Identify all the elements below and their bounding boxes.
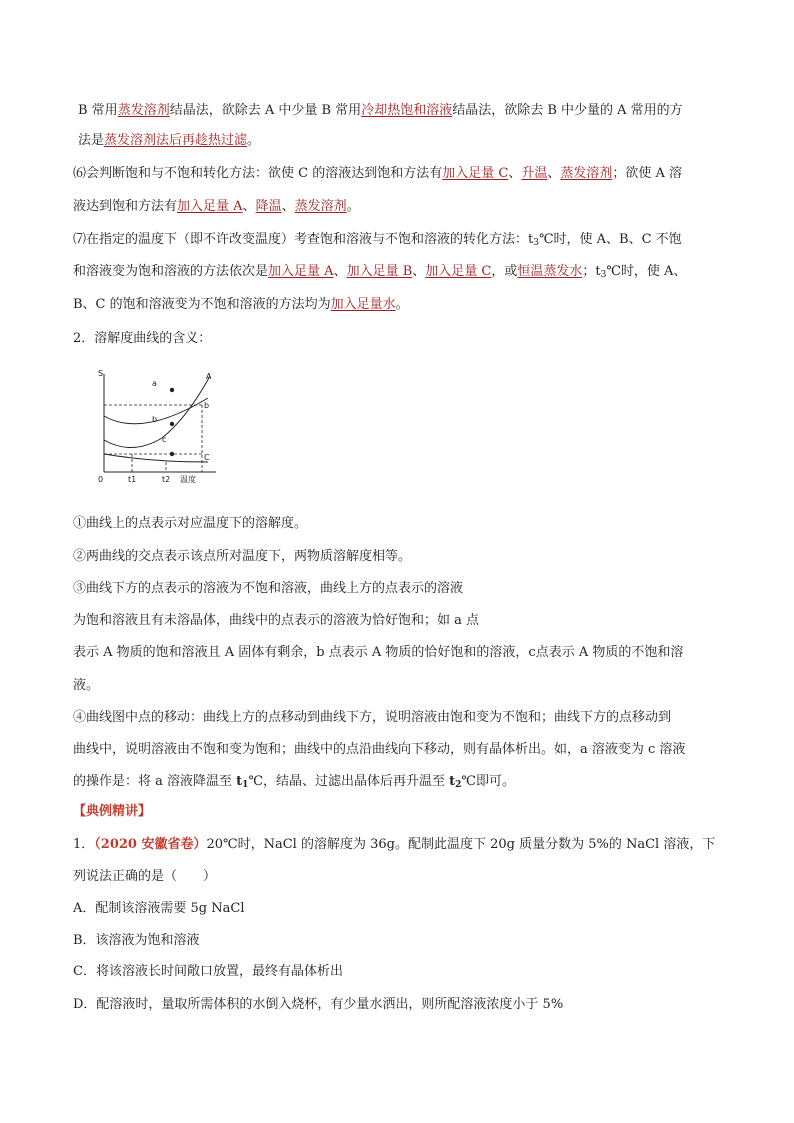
para-method-line1 [78,102,683,120]
text: ；t [582,264,601,279]
para-7-line1 [73,231,682,252]
label-b: b [152,415,158,424]
point-3-line1: ③曲线下方的点表示的溶液为不饱和溶液，曲线上方的点表示的溶液 [73,581,464,596]
answer-blank: 加入足量 C [442,166,509,181]
point-3-line4: 液。 [73,678,100,693]
option-a: A．配制该溶液需要 5g NaCl [73,901,245,916]
text: t [449,774,456,789]
answer-blank: 冷却热饱和溶液 [361,103,453,118]
para-6-line2 [73,198,360,216]
point-b [170,422,174,426]
curve-a [104,376,210,448]
subscript: 3 [533,238,539,248]
text: t [236,774,243,789]
text: 液达到饱和方法有 [73,199,178,214]
text: 、 [281,199,295,214]
question-number: 1． [73,837,95,852]
para-7-line2 [73,263,686,284]
text: 结晶法，欲除去 A 中少量 B 常用 [169,103,362,118]
text: 20℃时，NaCl 的溶解度为 36g。配制此温度下 20g 质量分数为 5%的 NaCl 溶液，下 [206,837,716,852]
example-header: 【典例精讲】 [73,804,152,819]
label-t1: t1 [128,475,137,484]
curve-c [104,454,208,462]
answer-blank: 加入足量 A [268,264,334,279]
label-curve-c: C [204,453,210,462]
point-a [170,388,174,392]
point-1: ①曲线上的点表示对应温度下的溶解度。 [73,516,308,531]
option-b: B．该溶液为饱和溶液 [73,933,200,948]
text: 、 [242,199,256,214]
answer-blank: 加入足量 B [346,264,413,279]
answer-blank: 升温 [521,166,548,181]
answer-blank: 蒸发溶剂 [117,103,170,118]
text: 、 [333,264,347,279]
label-s: S [98,369,104,378]
section-2-title: 2．溶解度曲线的含义： [73,331,212,346]
text: 和溶液变为饱和溶液的方法依次是 [73,264,269,279]
option-c: C．将该溶液长时间敞口放置，最终有晶体析出 [73,964,343,979]
answer-blank: 蒸发溶剂 [294,199,347,214]
label-origin: 0 [98,475,104,484]
label-curve-b: b [204,401,210,410]
text: ，或 [491,264,518,279]
text: ℃即可。 [461,774,515,789]
text: ⑹会判断饱和与不饱和转化方法：欲使 C 的溶液达到饱和方法有 [73,166,443,181]
subscript: 3 [600,270,607,280]
text: 法是 [78,133,105,148]
label-a: a [152,379,157,388]
point-c [170,452,174,456]
text: ℃，结晶、过滤出晶体后再升温至 [248,774,450,789]
text: 、 [547,166,561,181]
text: 结晶法，欲除去 B 中少量的 A 常用的方 [452,103,683,118]
text: 。 [247,133,261,148]
answer-blank: 加入足量 C [425,264,492,279]
text: 。 [395,297,409,312]
answer-blank: 恒温蒸发水 [517,264,583,279]
point-4-line2: 曲线中，说明溶液由不饱和变为饱和；曲线中的点沿曲线向下移动，则有晶体析出。如，a 溶液变为 c 溶液 [73,742,686,757]
text: 的操作是：将 a 溶液降温至 [73,774,237,789]
answer-blank: 蒸发溶剂 [560,166,613,181]
text: ℃时，使 A、B、C 不饱 [538,232,682,247]
label-curve-a: A [206,372,212,381]
text: 。 [346,199,360,214]
text: B、C 的饱和溶液变为不饱和溶液的方法均为 [73,297,331,312]
question-stem-line1 [73,836,715,854]
subscript: 2 [455,780,462,790]
label-temperature: 温度 [180,475,196,484]
text: ⑺在指定的温度下（即不许改变温度）考查饱和溶液与不饱和溶液的转化方法：t [73,232,534,247]
para-method-line2 [78,132,260,150]
label-c: c [162,435,167,444]
text: 、 [412,264,426,279]
point-2: ②两曲线的交点表示该点所对温度下，两物质溶解度相等。 [73,549,412,564]
point-4-line1: ④曲线图中点的移动：曲线上方的点移动到曲线下方，说明溶液由饱和变为不饱和；曲线下方的点移动到 [73,710,672,725]
text: ℃时，使 A、 [606,264,687,279]
text: ；欲使 A 溶 [612,166,683,181]
solubility-curve-diagram [92,368,222,486]
point-4-line3 [73,773,515,794]
text: B 常用 [78,103,118,118]
subscript: 1 [242,780,249,790]
answer-blank: 蒸发溶剂法后再趁热过滤 [104,133,248,148]
answer-blank: 降温 [255,199,282,214]
para-6-line1 [73,165,682,183]
question-source: （2020 安徽省卷） [94,837,207,852]
text: 、 [508,166,522,181]
answer-blank: 加入足量水 [330,297,396,312]
option-d: D．配溶液时，量取所需体积的水倒入烧杯，有少量水洒出，则所配溶液浓度小于 5% [73,997,564,1012]
label-t2: t2 [162,475,171,484]
para-7-line3 [73,296,409,314]
point-3-line2: 为饱和溶液且有未溶晶体，曲线中的点表示的溶液为恰好饱和；如 a 点 [73,613,480,628]
question-stem-line2: 列说法正确的是（ ） [73,869,217,884]
point-3-line3: 表示 A 物质的饱和溶液且 A 固体有剩余，b 点表示 A 物质的恰好饱和的溶液，c点表示 A 物质的不饱和溶 [73,645,684,660]
answer-blank: 加入足量 A [177,199,243,214]
